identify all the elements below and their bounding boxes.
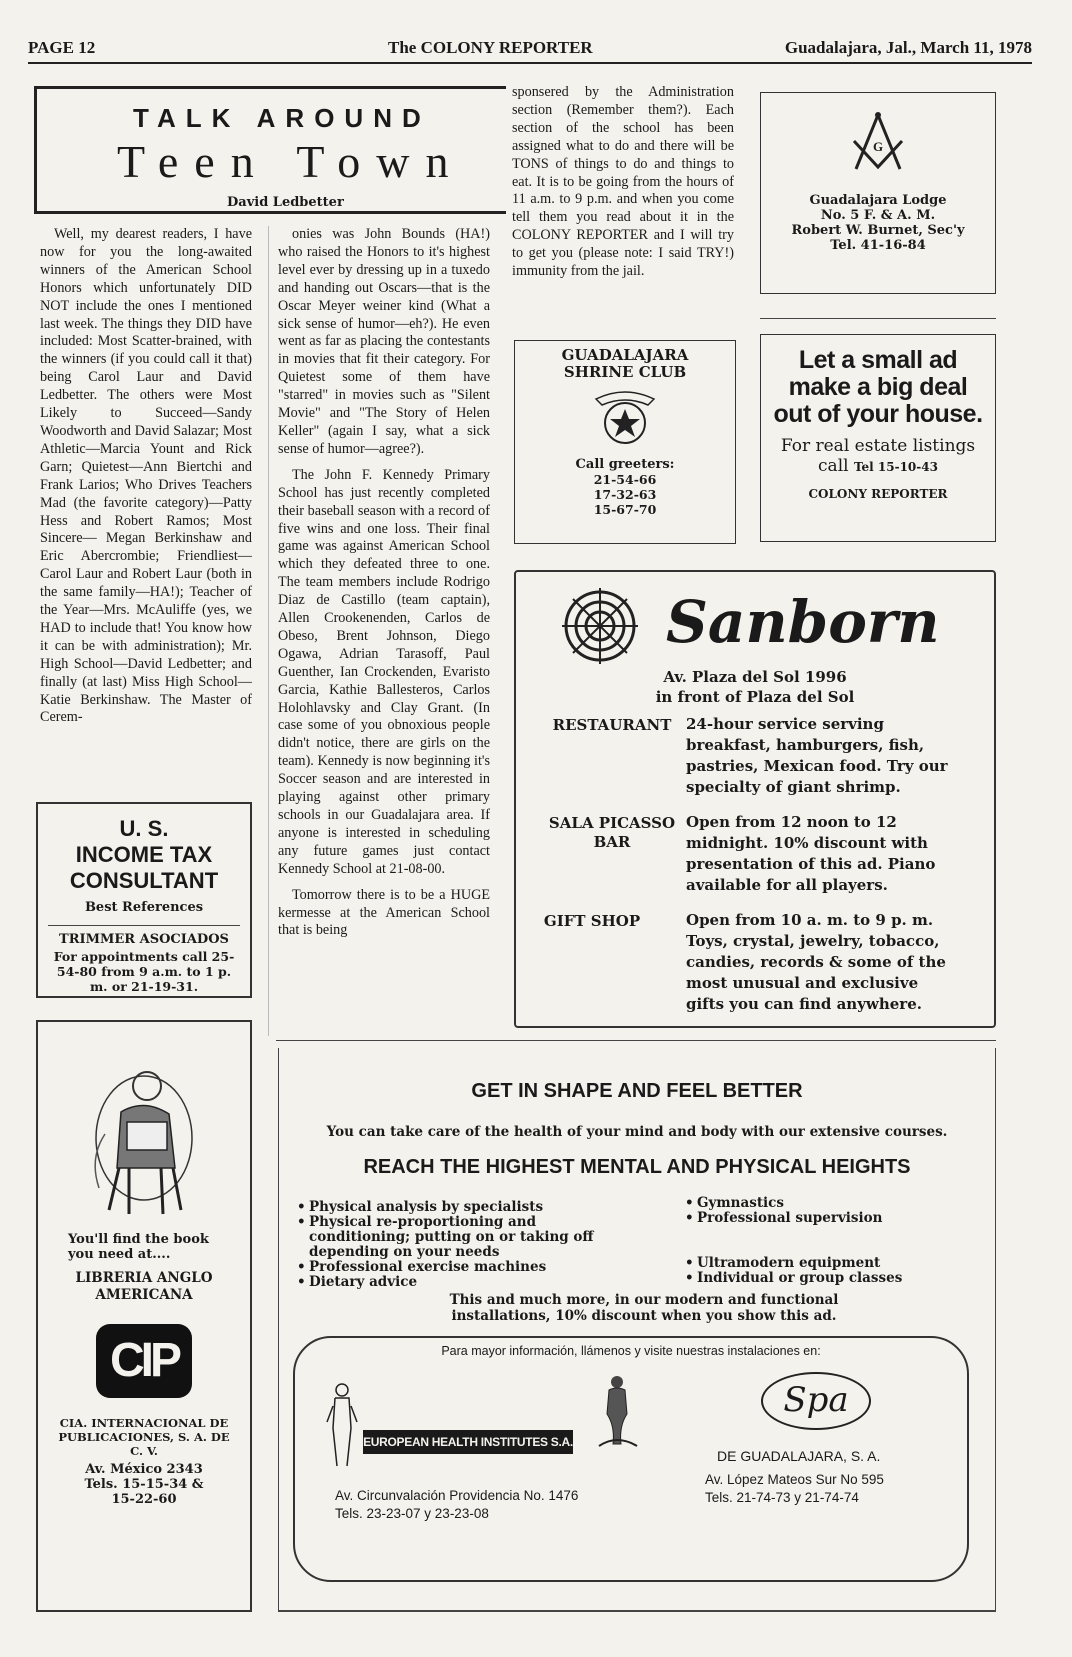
ad-shrine <box>514 340 736 544</box>
list-item: • Individual or group classes <box>683 1271 963 1286</box>
tax-firm: TRIMMER ASOCIADOS <box>59 932 229 947</box>
lodge-tel: Tel. 41-16-84 <box>830 238 926 253</box>
health-right-tels: Tels. 21-74-73 y 21-74-74 <box>705 1490 859 1505</box>
sanborn-section-label: SALA PICASSO BAR <box>548 814 676 851</box>
sanborn-owl-logo <box>554 586 646 666</box>
cip-logo: CIP <box>96 1324 192 1398</box>
masonic-compass-icon <box>848 111 908 175</box>
sanborn-section-label: GIFT SHOP <box>543 912 641 930</box>
list-item: • Physical re-proportioning and conditioning; putting on or taking off depending on your needs <box>295 1215 625 1260</box>
column-title-line1: TALK AROUND <box>133 103 431 133</box>
small-ad-paper: COLONY REPORTER <box>808 487 948 501</box>
list-item: • Gymnastics <box>683 1196 963 1211</box>
small-ad-headline: Let a small ad make a big deal out of your house. <box>773 346 983 428</box>
health-info: Para mayor información, llámenos y visite nuestras instalaciones en: <box>441 1344 821 1358</box>
health-headline: GET IN SHAPE AND FEEL BETTER <box>471 1080 803 1102</box>
list-item: • Professional exercise machines <box>295 1260 625 1275</box>
shrine-phone: 21-54-66 <box>593 472 657 487</box>
health-info-box <box>293 1336 969 1582</box>
small-ad-sub-text: For real estate listings call <box>780 436 976 476</box>
sanborn-section-text: 24-hour service serving breakfast, hamburgers, fish, pastries, Mexican food. Try our specialty of giant shrimp. <box>686 715 948 796</box>
health-right-name: DE GUADALAJARA, S. A. <box>717 1448 881 1464</box>
column-text-col2 <box>278 226 490 948</box>
lodge-secretary: Robert W. Burnet, Sec'y <box>791 223 965 238</box>
list-item: • Professional supervision <box>683 1211 963 1226</box>
health-tagline: You can take care of the health of your mind and body with our extensive courses. <box>326 1124 948 1140</box>
divider <box>760 318 996 319</box>
library-name: LIBRERIA ANGLO AMERICANA <box>75 1270 213 1303</box>
lodge-number: No. 5 F. & A. M. <box>820 208 936 223</box>
health-left-list <box>295 1200 625 1290</box>
sanborn-section-text: Open from 12 noon to 12 midnight. 10% discount with presentation of this ad. Piano available for all players. <box>686 813 936 894</box>
venus-statue-icon <box>595 1374 641 1450</box>
small-ad-tel: Tel 15-10-43 <box>853 460 938 474</box>
byline: David Ledbetter <box>223 195 348 210</box>
tax-refs: Best References <box>84 900 204 915</box>
shrine-phone: 15-67-70 <box>593 502 657 517</box>
shrine-emblem-icon <box>590 385 660 449</box>
paragraph: sponsered by the Administration section (Remember them?). Each section of the school has been assigned what to do and there will be TONS of things to do and things to eat. It is to be going from the hours of 11 a.m. to 9 p.m. and when you come tell them you read about it in the COLONY REPORTER and I will try to get you (please note: I said TRY!) immunity from the jail. <box>512 84 734 280</box>
page-header <box>28 34 1032 64</box>
small-ad-sub <box>761 428 995 477</box>
paragraph: The John F. Kennedy Primary School has just recently completed their baseball season with a record of five wins and one loss. Their final game was against American School which they defeated three to one. The team members include Rodrigo Diaz de Castillo (team captain), Allen Crookenenden, Carlos de Obeso, Brent Johnson, Diego Ogawa, Adrian Tarasoff, Paul Guenther, Ian Crockenden, Evaristo Garcia, Kathie Ballesteros, Carlos Holohlavsky and Clay Grant. (In case some of you obnoxious people didn't notice, there are girls on the team). Kennedy is now beginning it's Soccer season and are interested in playing against other primary schools in our Guadalajara area. If anyone is interested in scheduling any future games just contact Kennedy School at 21-08-00. <box>278 466 490 877</box>
ad-library <box>36 1020 252 1612</box>
paragraph: Well, my dearest readers, I have now for you the long-awaited winners of the American School Honors which unfortunately DID NOT include the ones I mentioned last week. The things they DID have included: Most Scatter-brained, with the winners (if you could call it that) being Carol Laur and David Ledbetter. The others were Most Likely to Succeed—Sandy Woodworth and David Salazar; Most Athletic—Marcia Yount and Rick Garn; Quietest—Ann Biertchi and Frank Larios; Who Drives Teachers Mad (the favorite category)—Patty Hess and Robert Ramos; Most Sincere— Megan Berkinshaw and Eric Abercrombie; Friendliest—Carol Laur and Robert Laur (both in the same family—HA!); Teacher of the Year—Mrs. McAuliffe (yes, we HAD to include that! You know how it can be with administration); Mr. High School—David Ledbetter; and finally (at last) Miss High School—Katie Berkinshaw. The Master of Cerem- <box>40 226 252 726</box>
ad-income-tax <box>36 802 252 998</box>
paragraph: Tomorrow there is to be a HUGE kermesse at the American School that is being <box>278 886 490 939</box>
column-text-col1 <box>40 226 252 735</box>
ad-small-ad <box>760 334 996 542</box>
health-left-tels: Tels. 23-23-07 y 23-23-08 <box>335 1506 489 1521</box>
page-number: PAGE 12 <box>28 38 96 57</box>
reading-man-illustration <box>69 1038 219 1218</box>
divider <box>48 925 240 926</box>
tax-line1: U. S. <box>119 816 169 841</box>
health-right-address: Av. López Mateos Sur No 595 <box>705 1472 884 1487</box>
divider <box>276 1040 996 1041</box>
shrine-call: Call greeters: <box>575 457 675 472</box>
shrine-phone: 17-32-63 <box>593 487 657 502</box>
health-headline2: REACH THE HIGHEST MENTAL AND PHYSICAL HEIGHTS <box>363 1156 911 1178</box>
column-divider <box>268 226 269 1036</box>
list-item: • Ultramodern equipment <box>683 1256 963 1271</box>
health-left-address: Av. Circunvalación Providencia No. 1476 <box>335 1488 579 1503</box>
column-title-box <box>34 86 506 214</box>
library-company: CIA. INTERNACIONAL DE PUBLICACIONES, S. A. DE C. V. <box>58 1416 230 1458</box>
column-title-line2: Teen Town <box>117 136 465 187</box>
library-tels: Tels. 15-15-34 & 15-22-60 <box>84 1477 204 1507</box>
list-item: • Physical analysis by specialists <box>295 1200 625 1215</box>
sanborn-name: Sanborn <box>666 588 940 656</box>
statue-icon <box>325 1382 359 1470</box>
library-address: Av. México 2343 <box>85 1462 203 1477</box>
sanborn-section-text: Open from 10 a. m. to 9 p. m. Toys, crystal, jewelry, tobacco, candies, records & some of the most unusual and exclusive gifts you can find anywhere. <box>686 911 946 1013</box>
dateline: Guadalajara, Jal., March 11, 1978 <box>784 38 1032 57</box>
sanborn-address2: in front of Plaza del Sol <box>655 688 855 706</box>
lodge-name: Guadalajara Lodge <box>809 193 947 208</box>
health-closing: This and much more, in our modern and functional installations, 10% discount when you show this ad. <box>449 1292 839 1324</box>
sanborn-section-label: RESTAURANT <box>552 716 672 734</box>
health-right-list-bottom <box>683 1256 963 1286</box>
sanborn-address1: Av. Plaza del Sol 1996 <box>663 668 847 686</box>
tax-contact: For appointments call 25-54-80 from 9 a.m. to 1 p. m. or 21-19-31. <box>53 949 235 994</box>
column-text-col3 <box>512 84 734 289</box>
ad-lodge <box>760 92 996 294</box>
svg-text:G: G <box>872 139 884 154</box>
shrine-title: GUADALAJARA SHRINE CLUB <box>561 346 689 381</box>
library-line1: You'll find the book you need at.... <box>68 1232 209 1262</box>
ad-sanborn <box>514 570 996 1028</box>
health-right-list-top <box>683 1196 963 1226</box>
list-item: • Dietary advice <box>295 1275 625 1290</box>
tax-line2: INCOME TAX <box>75 842 213 867</box>
paragraph: onies was John Bounds (HA!) who raised the Honors to it's highest level ever by dressing up in a tuxedo and handing out Oscars—that is the Oscar Meyer weiner kind (What a sick sense of humor—eh?). He even went as far as placing the contestants in movies that fit their category. For Quietest some of them have "starred" in movies such as "Silent Movie" and "The Story of Helen Keller" (again I say, what a sick sense of humor—agree?). <box>278 226 490 457</box>
institute-banner: EUROPEAN HEALTH INSTITUTES S.A. <box>363 1430 573 1454</box>
tax-line3: CONSULTANT <box>69 868 219 893</box>
ad-health <box>278 1048 996 1612</box>
paper-name: The COLONY REPORTER <box>388 38 593 57</box>
spa-logo: Spa <box>761 1372 871 1430</box>
